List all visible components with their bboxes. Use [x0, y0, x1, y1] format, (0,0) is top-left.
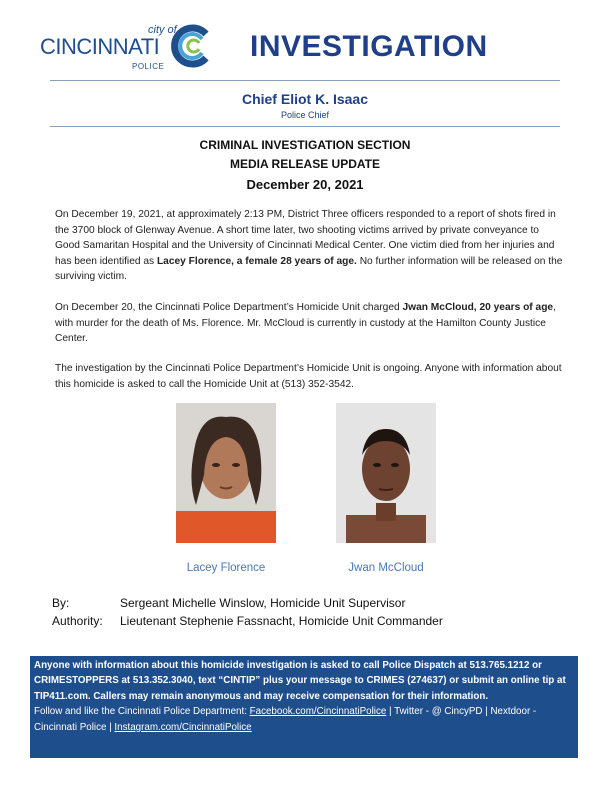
- release-date: December 20, 2021: [246, 177, 364, 192]
- suspect-photo: [336, 403, 436, 543]
- paragraph-ongoing: The investigation by the Cincinnati Police Department’s Homicide Unit is ongoing. Anyone with information about this homicide is asked to call the Homicide Unit at (513) 352-3542.: [55, 363, 562, 390]
- victim-caption: Lacey Florence: [186, 562, 266, 574]
- logo-name-text: CINCINNATI: [40, 34, 160, 59]
- p1-victim-bold: Lacey Florence, a female 28 years of age.: [156, 255, 357, 267]
- suspect-caption: Jwan McCloud: [348, 562, 424, 574]
- chief-title: Police Chief: [280, 110, 330, 120]
- logo-police-text: POLICE: [132, 62, 165, 71]
- footer-social-text: | Twitter - @ CincyPD | Nextdoor - Cincinnati Police |: [34, 706, 537, 733]
- footer-tip-text: Anyone with information about this homicide investigation is asked to call Police Dispatch at 513.765.1212 or CRIMESTOPPERS at 513.352.3040, text “CINTIP” plus your message to CRIMES (274637) or submit an online tip at TIP411.com. Callers may remain anonymous and may receive compensation for their information.: [34, 660, 566, 702]
- p2-suspect-bold: Jwan McCloud, 20 years of age: [402, 302, 554, 313]
- by-label: By:: [52, 596, 70, 610]
- section-heading: CRIMINAL INVESTIGATION SECTION: [199, 138, 411, 152]
- paragraph-incident: [55, 207, 565, 285]
- cincinnati-police-logo: [40, 22, 220, 72]
- facebook-link[interactable]: Facebook.com/CincinnatiPolice: [249, 706, 387, 718]
- victim-photo: [176, 403, 276, 543]
- suspect-photo-image: [336, 403, 436, 543]
- victim-photo-image: [176, 403, 276, 543]
- logo-city-text: city of: [148, 24, 177, 36]
- footer-follow-text: Follow and like the Cincinnati Police Department:: [34, 706, 250, 718]
- instagram-link[interactable]: Instagram.com/CincinnatiPolice: [114, 721, 252, 733]
- authority-value: Lieutenant Stephenie Fassnacht, Homicide Unit Commander: [120, 614, 443, 628]
- header-divider: [50, 80, 560, 81]
- paragraph-charge: [55, 300, 565, 347]
- p1-text-b: No further information will be released on the surviving victim.: [55, 255, 563, 282]
- p2-text-a: On December 20, the Cincinnati Police Department’s Homicide Unit charged: [55, 302, 403, 313]
- p1-text-a: On December 19, 2021, at approximately 2:13 PM, District Three officers responded to a report of shots fired in the 3700 block of Glenway Avenue. A short time later, two shooting victims arrived by private conveyance to Good Samaritan Hospital and the University of Cincinnati Medical Center. One victim died from her injuries and has been identified as: [55, 209, 556, 267]
- by-line: [52, 596, 405, 610]
- by-value: Sergeant Michelle Winslow, Homicide Unit Supervisor: [120, 596, 406, 610]
- authority-line: [52, 614, 443, 628]
- authority-label: Authority:: [52, 614, 103, 628]
- page-title: INVESTIGATION: [250, 30, 488, 63]
- chief-name: Chief Eliot K. Isaac: [241, 91, 369, 107]
- p2-text-b: , with murder for the death of Ms. Florence. Mr. McCloud is currently in custody at the Hamilton County Justice Center.: [55, 302, 556, 344]
- logo-c-icon: [168, 22, 216, 70]
- release-heading: MEDIA RELEASE UPDATE: [229, 157, 380, 171]
- contact-footer: [30, 656, 578, 758]
- chief-divider: [50, 126, 560, 127]
